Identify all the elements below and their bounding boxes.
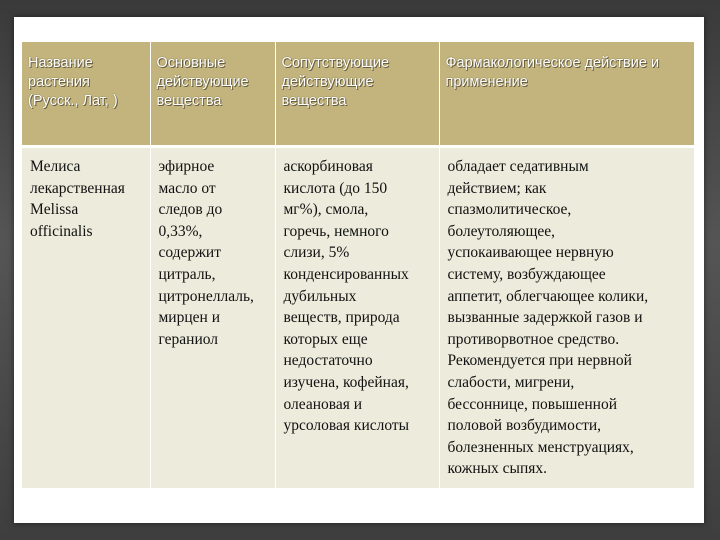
header-pharmacological-action: Фармакологическое действие и применение [439, 42, 694, 147]
header-main-substances: Основные действующие вещества [150, 42, 275, 147]
cell-main-substances: эфирное масло от следов до 0,33%, содержит цитраль, цитронеллаль, мирцен и гераниол [150, 147, 275, 489]
cell-pharmacological-action: обладает седативным действием; как спазмолитическое, болеутоляющее, успокаивающее нервную систему, возбуждающее аппетит, облегчающее колики, вызванные задержкой газов и противорвотное средство. Рекомендуется при нервной слабости, мигрени, бессоннице, повышенной половой возбудимости, болезненных менструациях, кожных сыпях. [439, 147, 694, 489]
plant-table [22, 42, 694, 488]
cell-accompanying-substances: аскорбиновая кислота (до 150 мг%), смола, горечь, немного слизи, 5% конденсированных дубильных веществ, природа которых еще недостаточно изучена, кофейная, олеановая и урсоловая кислоты [275, 147, 439, 489]
header-plant-name: Название растения (Русск., Лат, ) [22, 42, 150, 147]
table-header-row [22, 42, 694, 147]
header-accompanying-substances: Сопутствующие действующие вещества [275, 42, 439, 147]
table-row [22, 147, 694, 489]
cell-plant-name: Мелиса лекарственная Melissa officinalis [22, 147, 150, 489]
